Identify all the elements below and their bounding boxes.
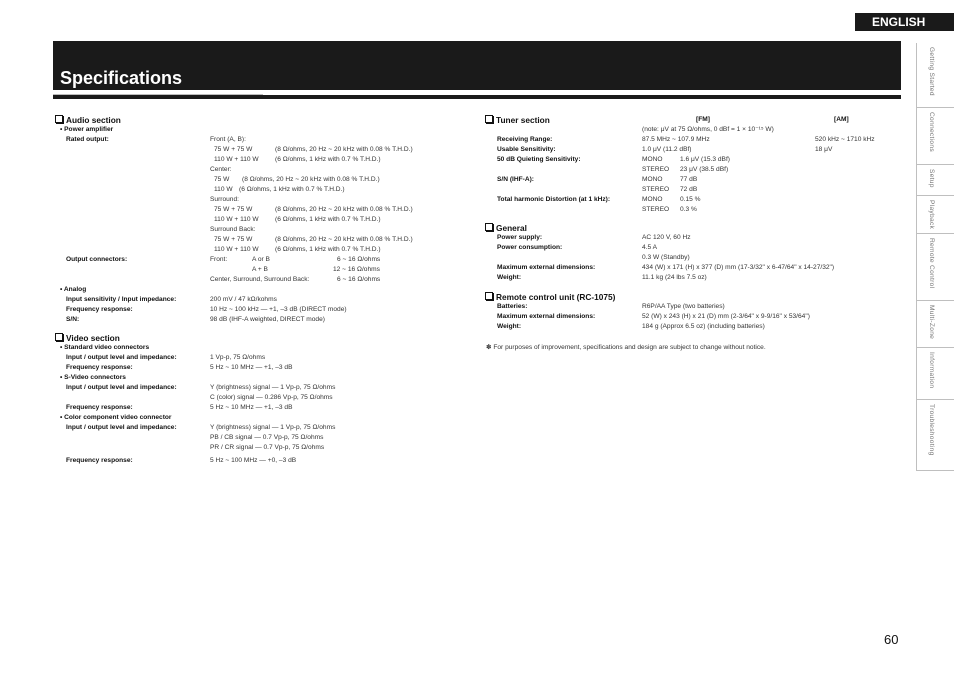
spec-value: STEREO	[642, 206, 670, 213]
sidebar-item-connections[interactable]	[917, 108, 954, 165]
spec-label: S/N (IHF-A):	[497, 176, 534, 183]
spec-value: 6 ~ 16 Ω/ohms	[337, 276, 381, 283]
spec-value: 12 ~ 16 Ω/ohms	[333, 266, 380, 273]
spec-label: Input / output level and impedance:	[66, 424, 177, 431]
spec-label: Maximum external dimensions:	[497, 313, 596, 320]
spec-value: A or B	[252, 256, 270, 263]
spec-value: 6 ~ 16 Ω/ohms	[337, 256, 381, 263]
spec-value: (6 Ω/ohms, 1 kHz with 0.7 % T.H.D.)	[239, 186, 345, 193]
rated-output-label: Rated output:	[66, 136, 109, 143]
page-number: 60	[884, 632, 899, 647]
output-connectors-label: Output connectors:	[66, 256, 128, 263]
spec-label: S/N:	[66, 316, 80, 323]
spec-label: Frequency response:	[66, 404, 133, 411]
general-section-heading: General	[485, 223, 527, 233]
spec-label: Power consumption:	[497, 244, 563, 251]
checkbox-square-icon	[55, 115, 63, 123]
sidebar-label: Remote Control	[928, 238, 935, 289]
spec-value: 0.15 %	[680, 196, 701, 203]
spec-value: (8 Ω/ohms, 20 Hz ~ 20 kHz with 0.08 % T.H.D.)	[275, 146, 413, 153]
spec-value: (8 Ω/ohms, 20 Hz ~ 20 kHz with 0.08 % T.H.D.)	[275, 236, 413, 243]
spec-value: 87.5 MHz ~ 107.9 MHz	[642, 136, 710, 143]
spec-value: 18 μV	[815, 146, 833, 153]
spec-label: Total harmonic Distortion (at 1 kHz):	[497, 196, 611, 203]
spec-value: PB / CB signal — 0.7 Vp-p, 75 Ω/ohms	[210, 434, 324, 441]
spec-label: 50 dB Quieting Sensitivity:	[497, 156, 581, 163]
spec-value: Front:	[210, 256, 228, 263]
spec-value: Center, Surround, Surround Back:	[210, 276, 310, 283]
spec-value: A + B	[252, 266, 268, 273]
spec-value: STEREO	[642, 166, 670, 173]
spec-value: 110 W + 110 W	[214, 156, 259, 163]
spec-value: 434 (W) x 171 (H) x 377 (D) mm (17-3/32" x 6-47/64" x 14-27/32")	[642, 264, 835, 271]
spec-value: Y (brightness) signal — 1 Vp-p, 75 Ω/ohms	[210, 424, 336, 431]
spec-value: 184 g (Approx 6.5 oz) (including batteries)	[642, 323, 765, 330]
spec-label: Maximum external dimensions:	[497, 264, 596, 271]
sidebar-item-setup[interactable]	[917, 165, 954, 196]
am-header: [AM]	[834, 116, 849, 123]
spec-value: (8 Ω/ohms, 20 Hz ~ 20 kHz with 0.08 % T.H.D.)	[242, 176, 380, 183]
spec-value: MONO	[642, 176, 663, 183]
title-rule	[53, 95, 901, 99]
spec-value: PR / CR signal — 0.7 Vp-p, 75 Ω/ohms	[210, 444, 325, 451]
checkbox-square-icon	[55, 333, 63, 341]
spec-value: 75 W + 75 W	[214, 206, 253, 213]
spec-value: 10 Hz ~ 100 kHz — +1, –3 dB (DIRECT mode)	[210, 306, 347, 313]
spec-value: (6 Ω/ohms, 1 kHz with 0.7 % T.H.D.)	[275, 216, 381, 223]
spec-value: 0.3 W (Standby)	[642, 254, 690, 261]
sidebar-item-multi-zone[interactable]	[917, 301, 954, 348]
sidebar-item-playback[interactable]	[917, 196, 954, 234]
spec-value: (6 Ω/ohms, 1 kHz with 0.7 % T.H.D.)	[275, 246, 381, 253]
spec-value: 110 W	[214, 186, 233, 193]
spec-label: Input / output level and impedance:	[66, 354, 177, 361]
spec-label: Weight:	[497, 274, 522, 281]
sidebar-label: Setup	[928, 169, 935, 188]
spec-value: C (color) signal — 0.286 Vp-p, 75 Ω/ohms	[210, 394, 333, 401]
spec-label: Usable Sensitivity:	[497, 146, 556, 153]
spec-value: 1.6 μV (15.3 dBf)	[680, 156, 730, 163]
sidebar-label: Multi-Zone	[928, 305, 935, 340]
spec-value: 11.1 kg (24 lbs 7.5 oz)	[642, 274, 707, 281]
spec-value: 75 W + 75 W	[214, 236, 253, 243]
spec-value: Y (brightness) signal — 1 Vp-p, 75 Ω/ohms	[210, 384, 336, 391]
tuner-note: (note: μV at 75 Ω/ohms, 0 dBf = 1 × 10⁻¹⁵ W)	[642, 126, 774, 133]
sidebar-label: Troubleshooting	[928, 404, 935, 456]
spec-value: STEREO	[642, 186, 670, 193]
spec-label: Weight:	[497, 323, 522, 330]
spec-value: 77 dB	[680, 176, 698, 183]
sidebar-item-troubleshooting[interactable]	[917, 400, 954, 471]
surround-label: Surround:	[210, 196, 239, 203]
analog-label: • Analog	[60, 286, 87, 293]
spec-value: 0.3 %	[680, 206, 697, 213]
spec-value: 23 μV (38.5 dBf)	[680, 166, 729, 173]
spec-value: 5 Hz ~ 10 MHz — +1, –3 dB	[210, 364, 293, 371]
surround-back-label: Surround Back:	[210, 226, 256, 233]
spec-label: Frequency response:	[66, 364, 133, 371]
spec-value: (6 Ω/ohms, 1 kHz with 0.7 % T.H.D.)	[275, 156, 381, 163]
spec-label: Power supply:	[497, 234, 543, 241]
sidebar-label: Getting Started	[928, 47, 935, 96]
center-label: Center:	[210, 166, 232, 173]
spec-value: 1 Vp-p, 75 Ω/ohms	[210, 354, 266, 361]
spec-value: 98 dB (IHF-A weighted, DIRECT mode)	[210, 316, 325, 323]
spec-value: 5 Hz ~ 100 MHz — +0, –3 dB	[210, 457, 297, 464]
sidebar-item-remote-control[interactable]	[917, 234, 954, 301]
sidebar-label: Playback	[928, 200, 935, 230]
spec-value: 4.5 A	[642, 244, 658, 251]
spec-value: 520 kHz ~ 1710 kHz	[815, 136, 875, 143]
sidebar-label: Information	[928, 352, 935, 389]
video-section-heading: Video section	[55, 333, 120, 343]
spec-label: Frequency response:	[66, 306, 133, 313]
spec-subheading: • S-Video connectors	[60, 374, 126, 381]
spec-value: 1.0 μV (11.2 dBf)	[642, 146, 692, 153]
spec-label: Input / output level and impedance:	[66, 384, 177, 391]
spec-label: Receiving Range:	[497, 136, 553, 143]
spec-value: MONO	[642, 156, 663, 163]
checkbox-square-icon	[485, 115, 493, 123]
tuner-section-heading: Tuner section	[485, 115, 550, 125]
spec-value: 75 W	[214, 176, 230, 183]
spec-value: MONO	[642, 196, 663, 203]
chapter-sidebar	[916, 43, 954, 471]
audio-section-heading: Audio section	[55, 115, 121, 125]
spec-value: 72 dB	[680, 186, 698, 193]
sidebar-label: Connections	[928, 112, 935, 152]
spec-value: AC 120 V, 60 Hz	[642, 234, 691, 241]
spec-value: 110 W + 110 W	[214, 246, 259, 253]
checkbox-square-icon	[485, 223, 493, 231]
language-tab[interactable]: ENGLISH	[855, 13, 954, 31]
front-label: Front (A, B):	[210, 136, 246, 143]
spec-label: Input sensitivity / Input impedance:	[66, 296, 177, 303]
footnote: ✽ For purposes of improvement, specifications and design are subject to change without notice.	[486, 344, 766, 351]
spec-value: 110 W + 110 W	[214, 216, 259, 223]
spec-label: Batteries:	[497, 303, 528, 310]
spec-value: 52 (W) x 243 (H) x 21 (D) mm (2-3/64" x 9-9/16" x 53/64")	[642, 313, 810, 320]
spec-value: (8 Ω/ohms, 20 Hz ~ 20 kHz with 0.08 % T.H.D.)	[275, 206, 413, 213]
spec-value: R6P/AA Type (two batteries)	[642, 303, 725, 310]
spec-subheading: • Standard video connectors	[60, 344, 150, 351]
spec-value: 200 mV / 47 kΩ/kohms	[210, 296, 277, 303]
checkbox-square-icon	[485, 292, 493, 300]
spec-label: Frequency response:	[66, 457, 133, 464]
power-amplifier-label: • Power amplifier	[60, 126, 114, 133]
sidebar-item-getting-started[interactable]	[917, 43, 954, 108]
spec-value: 75 W + 75 W	[214, 146, 253, 153]
fm-header: [FM]	[696, 116, 710, 123]
spec-value: 5 Hz ~ 10 MHz — +1, –3 dB	[210, 404, 293, 411]
sidebar-item-information[interactable]	[917, 348, 954, 400]
page-title: Specifications	[60, 68, 183, 88]
remote-section-heading: Remote control unit (RC-1075)	[485, 292, 615, 302]
spec-subheading: • Color component video connector	[60, 414, 172, 421]
